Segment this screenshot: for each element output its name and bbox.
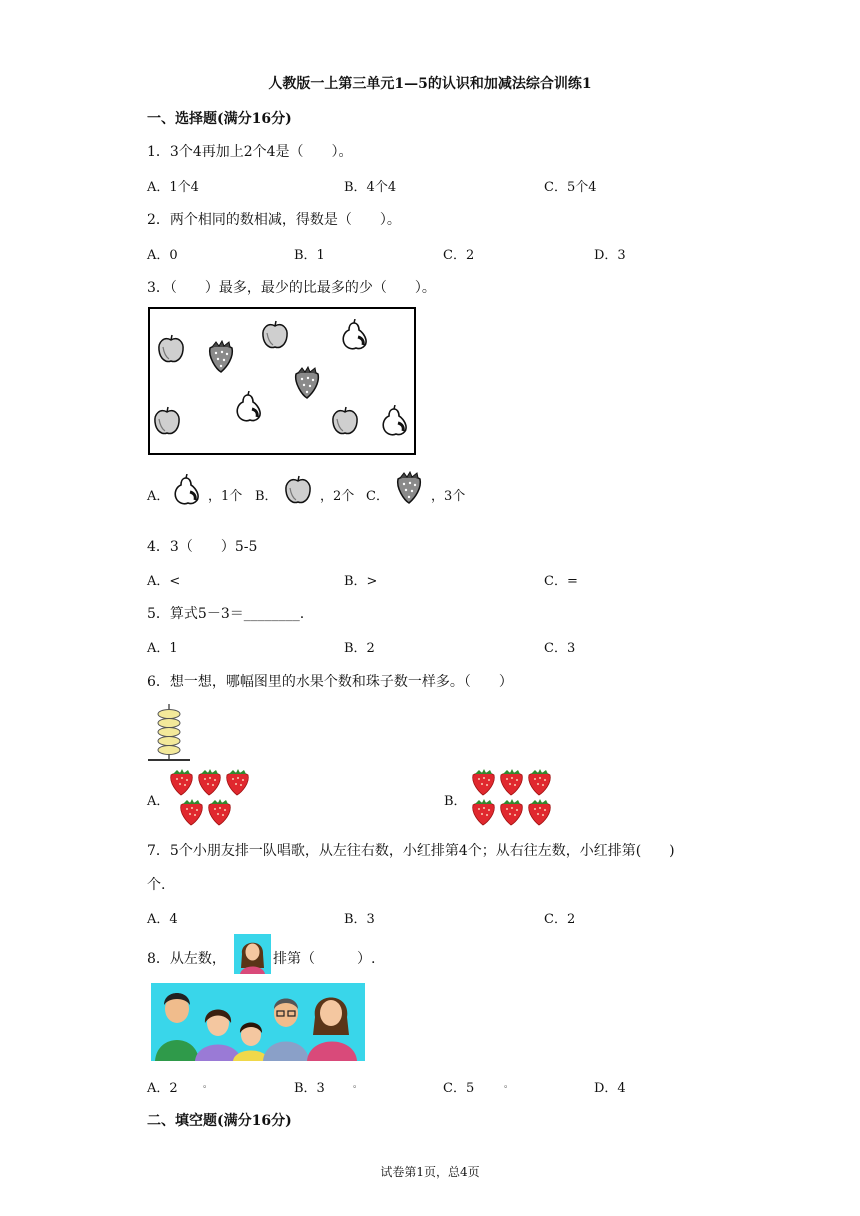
q8-option-b-dot: 。 — [353, 1080, 363, 1090]
strawberry-icon — [224, 768, 252, 796]
apple-icon — [260, 319, 292, 355]
q6-option-b[interactable]: B． — [444, 794, 467, 809]
apple-icon — [283, 474, 315, 510]
section-fill-heading: 二、填空题(满分16分) — [147, 1113, 292, 1129]
q2-option-d[interactable]: D．3 — [594, 248, 626, 263]
q4-option-c[interactable]: C．= — [544, 574, 578, 589]
page-title: 人教版一上第三单元1—5的认识和加减法综合训练1 — [268, 76, 592, 92]
strawberry-icon — [168, 768, 196, 796]
q8-option-b[interactable]: B．3 — [294, 1081, 325, 1096]
question-8: 8．从左数， — [147, 951, 226, 967]
q3-option-b-suffix: ，2个 — [320, 489, 355, 504]
strawberry-icon — [470, 768, 498, 796]
apple-icon — [156, 333, 188, 369]
q2-option-c[interactable]: C．2 — [443, 248, 475, 263]
apple-icon — [152, 405, 184, 441]
q6-option-a[interactable]: A． — [147, 794, 170, 809]
question-5: 5．算式5－3＝________. — [147, 606, 305, 622]
mother-portrait-icon — [234, 934, 271, 974]
question-3: 3．（ ）最多，最少的比最多的少（ ）。 — [147, 280, 436, 296]
apple-icon — [330, 405, 362, 441]
q3-option-a-suffix: ，1个 — [208, 489, 243, 504]
q1-option-a[interactable]: A．1个4 — [147, 180, 199, 195]
q3-option-a-prefix[interactable]: A． — [147, 489, 170, 504]
strawberry-icon — [498, 798, 526, 826]
question-6: 6．想一想，哪幅图里的水果个数和珠子数一样多。（ ） — [147, 674, 513, 690]
q5-option-b[interactable]: B．2 — [344, 641, 375, 656]
strawberry-icon — [526, 798, 554, 826]
q1-option-b[interactable]: B．4个4 — [344, 180, 397, 195]
strawberry-icon — [206, 339, 238, 375]
q5-option-c[interactable]: C．3 — [544, 641, 576, 656]
strawberry-icon — [470, 798, 498, 826]
bead-stack-icon — [146, 702, 192, 764]
q2-option-b[interactable]: B．1 — [294, 248, 325, 263]
pear-icon — [234, 391, 266, 427]
page-footer: 试卷第1页，总4页 — [380, 1165, 480, 1179]
q8-option-c-dot: 。 — [504, 1080, 514, 1090]
strawberry-icon — [292, 365, 324, 401]
q3-option-c-prefix[interactable]: C． — [366, 489, 389, 504]
q8-option-c[interactable]: C．5 — [443, 1081, 475, 1096]
strawberry-icon — [178, 798, 206, 826]
q3-option-c-suffix: ，3个 — [431, 489, 466, 504]
q1-option-c[interactable]: C．5个4 — [544, 180, 597, 195]
fruit-picture-box — [148, 307, 416, 455]
q7-option-b[interactable]: B．3 — [344, 912, 375, 927]
q4-option-a[interactable]: A．< — [147, 574, 181, 589]
question-2: 2．两个相同的数相减，得数是（ ）。 — [147, 212, 401, 228]
question-4: 4．3（ ）5-5 — [147, 539, 258, 555]
q8-option-d[interactable]: D．4 — [594, 1081, 626, 1096]
q2-option-a[interactable]: A．0 — [147, 248, 178, 263]
q7-option-c[interactable]: C．2 — [544, 912, 576, 927]
pear-icon — [340, 319, 372, 355]
question-1: 1．3个4再加上2个4是（ ）。 — [147, 144, 353, 160]
q3-option-b-prefix[interactable]: B． — [255, 489, 278, 504]
q8-option-a[interactable]: A．2 — [147, 1081, 178, 1096]
q8-option-a-dot: 。 — [203, 1080, 213, 1090]
q5-option-a[interactable]: A．1 — [147, 641, 178, 656]
question-8-after: 排第（ ）. — [273, 951, 376, 967]
strawberry-icon — [498, 768, 526, 796]
family-photo-icon — [151, 983, 365, 1061]
q4-option-b[interactable]: B．> — [344, 574, 378, 589]
strawberry-icon — [394, 470, 426, 508]
question-7-cont: 个. — [147, 877, 166, 893]
strawberry-icon — [196, 768, 224, 796]
section-choice-heading: 一、选择题(满分16分) — [147, 111, 292, 127]
pear-icon — [172, 474, 204, 510]
strawberry-icon — [526, 768, 554, 796]
strawberry-icon — [206, 798, 234, 826]
question-7: 7．5个小朋友排一队唱歌，从左往右数，小红排第4个；从右往左数，小红排第( ) — [147, 843, 675, 859]
q7-option-a[interactable]: A．4 — [147, 912, 178, 927]
pear-icon — [380, 405, 412, 441]
